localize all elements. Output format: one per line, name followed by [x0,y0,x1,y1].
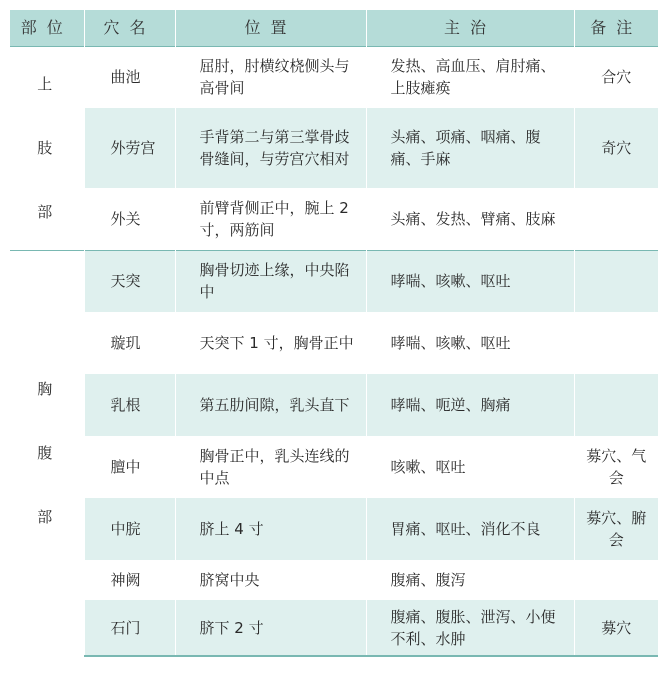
point-note [574,188,658,250]
point-indication: 腹痛、腹泻 [366,560,574,600]
point-name: 曲池 [84,46,175,108]
table-row [10,560,658,600]
point-indication: 哮喘、咳嗽、呕吐 [366,312,574,374]
point-indication: 哮喘、咳嗽、呕吐 [366,250,574,312]
point-location: 脐窝中央 [175,560,366,600]
point-note [574,560,658,600]
point-indication: 腹痛、腹胀、泄泻、小便不利、水肿 [366,600,574,656]
header-note: 备注 [590,17,643,37]
region-upper-limb-label: 上 肢 部 [37,75,53,221]
point-note: 奇穴 [574,108,658,188]
table-header [10,10,658,46]
point-note: 合穴 [601,68,632,87]
point-location: 前臂背侧正中，腕上 2 寸，两筋间 [175,188,366,250]
point-location: 天突下 1 寸，胸骨正中 [175,312,366,374]
table-body [10,46,658,656]
point-name: 神阙 [84,560,175,600]
region-upper-limb [10,46,84,250]
header-region: 部位 [10,10,84,46]
region-chest-abdomen-label: 胸 腹 部 [37,380,53,527]
region-chest-abdomen [10,250,84,656]
point-name: 外关 [84,188,175,250]
point-location: 胸骨切迹上缘，中央陷中 [175,250,366,312]
point-indication: 胃痛、呕吐、消化不良 [366,498,574,560]
table-row [10,312,658,374]
point-name: 石门 [84,600,175,656]
point-name: 膻中 [84,436,175,498]
table-row [10,250,658,312]
point-note [574,312,658,374]
point-location: 第五肋间隙，乳头直下 [175,374,366,436]
table-row [10,108,658,188]
point-indication: 头痛、发热、臂痛、肢麻 [366,188,574,250]
point-note: 募穴 [574,600,658,656]
table-row [10,46,658,108]
table-row [10,188,658,250]
header-location: 位置 [175,10,366,46]
table-row [10,374,658,436]
header-indication: 主治 [366,10,574,46]
point-indication: 发热、高血压、肩肘痛、上肢瘫痪 [366,46,574,108]
point-name: 天突 [84,250,175,312]
header-point-name: 穴名 [84,10,175,46]
point-note: 募穴、气会 [586,447,647,487]
point-location: 屈肘，肘横纹桡侧头与高骨间 [175,46,366,108]
point-note [574,250,658,312]
point-indication: 咳嗽、呕吐 [366,436,574,498]
point-name: 璇玑 [84,312,175,374]
point-name: 中脘 [84,498,175,560]
point-indication: 头痛、项痛、咽痛、腹痛、手麻 [366,108,574,188]
header-row [10,10,658,46]
point-name: 乳根 [84,374,175,436]
point-location: 胸骨正中，乳头连线的中点 [175,436,366,498]
point-note [574,374,658,436]
point-location: 脐上 4 寸 [175,498,366,560]
table-row [10,436,658,498]
acupoint-table [10,10,658,657]
point-note: 募穴、腑会 [574,498,658,560]
point-location: 脐下 2 寸 [175,600,366,656]
table-row [10,498,658,560]
point-indication: 哮喘、呃逆、胸痛 [366,374,574,436]
point-location: 手背第二与第三掌骨歧骨缝间，与劳宫穴相对 [175,108,366,188]
table-row [10,600,658,656]
point-name: 外劳宫 [84,108,175,188]
